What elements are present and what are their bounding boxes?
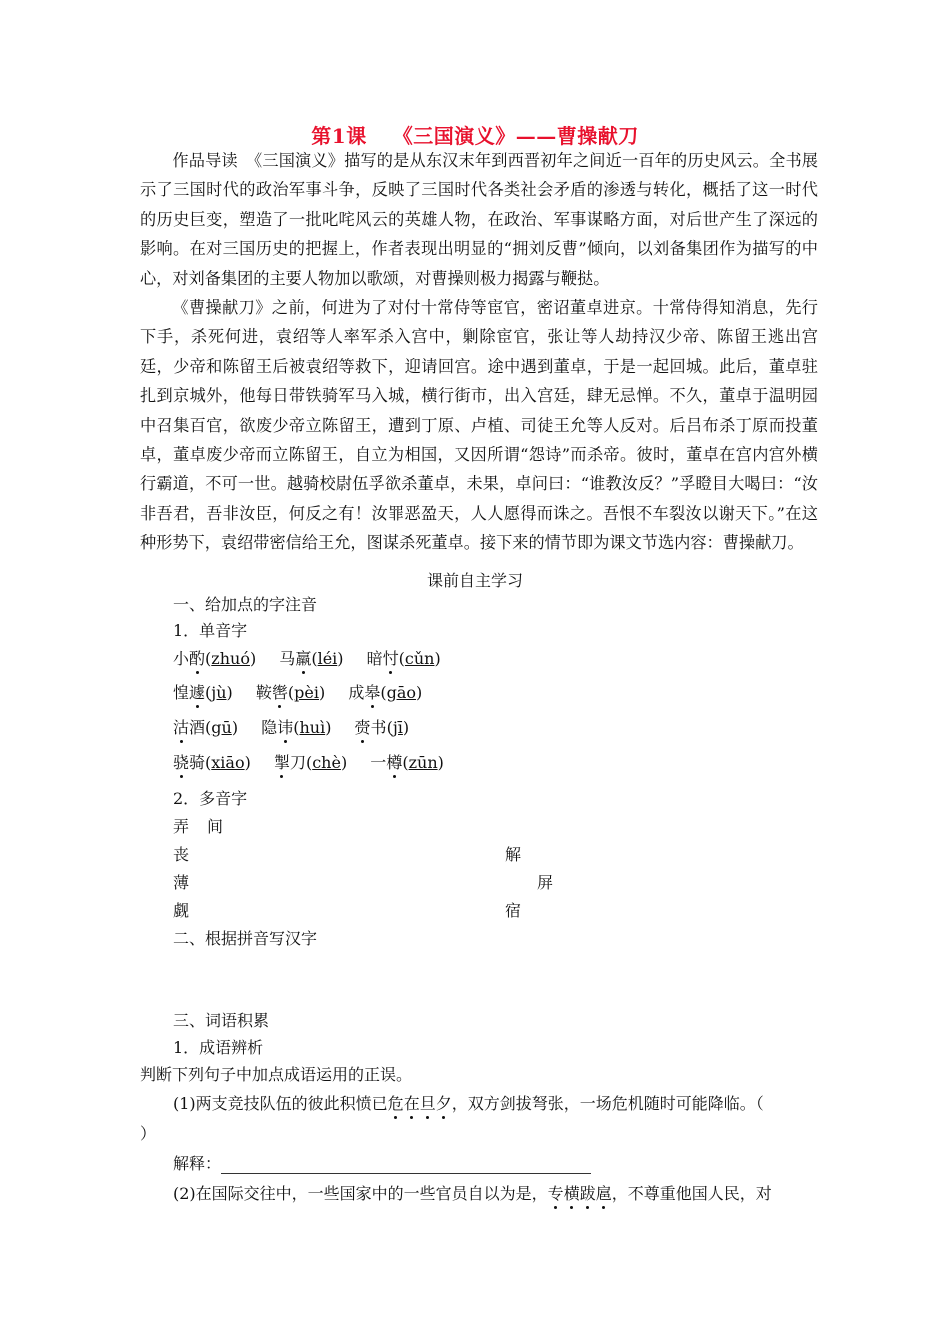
dotted-char: 旦 <box>420 1091 436 1114</box>
pinyin-item: 隐讳(huì) <box>261 715 331 738</box>
lesson-work-title: 《三国演义》——曹操献刀 <box>392 124 639 148</box>
dotted-char: 夕 <box>436 1091 452 1114</box>
part1-heading: 一、给加点的字注音 <box>173 595 318 614</box>
pinyin-item: 惶遽(jù) <box>173 680 233 703</box>
poly-char-qu: 觑 <box>173 901 190 920</box>
part3-heading: 三、词语积累 <box>173 1011 270 1030</box>
explanation-line: 解释： <box>173 1151 591 1174</box>
dotted-char: 扈 <box>596 1181 612 1204</box>
part3-sub1: 1．成语辨析 <box>173 1038 264 1057</box>
pinyin-row-3 <box>173 715 409 738</box>
dotted-char: 横 <box>564 1181 580 1204</box>
part1-sub1: 1．单音字 <box>173 621 248 640</box>
pinyin-item: 骁骑(xiāo) <box>173 750 251 773</box>
section-title: 课前自主学习 <box>426 571 523 590</box>
dotted-char: 危 <box>388 1091 404 1114</box>
poly-char-su: 宿 <box>505 901 522 920</box>
poly-char-bao: 薄 <box>173 873 190 892</box>
page-title <box>0 120 950 149</box>
part1-sub2: 2．多音字 <box>173 789 248 808</box>
part2-heading: 二、根据拼音写汉字 <box>173 929 318 948</box>
pinyin-row-1 <box>173 646 441 669</box>
poly-char-nong: 弄 <box>173 817 190 836</box>
pinyin-row-2 <box>173 680 422 703</box>
pinyin-item: 沽酒(gū) <box>173 715 238 738</box>
pinyin-item: 马羸(léi) <box>279 646 343 669</box>
poly-char-jian: 间 <box>207 817 224 836</box>
question-1-close: ） <box>140 1124 157 1143</box>
intro-section <box>140 146 818 558</box>
question-1: (1)两支竞技队伍的彼此积愤已危在旦夕，双方剑拔弩张，一场危机随时可能降临。（ <box>173 1091 764 1114</box>
poly-char-sang: 丧 <box>173 845 190 864</box>
pinyin-row-4 <box>173 750 444 773</box>
dotted-char: 在 <box>404 1091 420 1114</box>
pinyin-item: 赍书(jī) <box>355 715 410 738</box>
intro-paragraph-1: 作品导读 《三国演义》描写的是从东汉末年到西晋初年之间近一百年的历史风云。全书展示了三国时代的政治军事斗争，反映了三国时代各类社会矛盾的渗透与转化，概括了这一时代的历史巨变，塑造了一批叱咤风云的英雄人物，在政治、军事谋略方面，对后世产生了深远的影响。在对三国历史的把握上，作者表现出明显的“拥刘反曹”倾向，以刘备集团作为描写的中心，对刘备集团的主要人物加以歌颂，对曹操则极力揭露与鞭挞。 <box>140 151 818 288</box>
pinyin-item: 小酌(zhuó) <box>173 646 256 669</box>
answer-blank[interactable] <box>221 1157 591 1174</box>
pinyin-item: 掣刀(chè) <box>274 750 347 773</box>
pinyin-item: 鞍辔(pèi) <box>256 680 325 703</box>
lesson-number: 第1课 <box>311 124 367 148</box>
dotted-char: 专 <box>548 1181 564 1204</box>
question-1-idiom <box>388 1094 452 1113</box>
question-2: (2)在国际交往中，一些国家中的一些官员自以为是，专横跋扈，不尊重他国人民，对 <box>173 1181 772 1204</box>
poly-char-ping: 屏 <box>537 873 554 892</box>
poly-char-jie: 解 <box>505 845 522 864</box>
pinyin-item: 一樽(zūn) <box>370 750 444 773</box>
intro-paragraph-2: 《曹操献刀》之前，何进为了对付十常侍等宦官，密诏董卓进京。十常侍得知消息，先行下手，杀死何进，袁绍等人率军杀入宫中，剿除宦官，张让等人劫持汉少帝、陈留王逃出宫廷，少帝和陈留王后被袁绍等救下，迎请回宫。途中遇到董卓，于是一起回城。此后，董卓驻扎到京城外，他每日带铁骑军马入城，横行街市，出入宫廷，肆无忌惮。不久，董卓于温明园中召集百官，欲废少帝立陈留王，遭到丁原、卢植、司徒王允等人反对。后吕布杀丁原而投董卓，董卓废少帝而立陈留王，自立为相国，又因所谓“怨诗”而杀帝。彼时，董卓在宫内宫外横行霸道，不可一世。越骑校尉伍孚欲杀董卓，未果，卓问曰：“谁教汝反？”孚瞪目大喝曰：“汝非吾君，吾非汝臣，何反之有！汝罪恶盈天，人人愿得而诛之。吾恨不车裂汝以谢天下。”在这种形势下，袁绍带密信给王允，图谋杀死董卓。接下来的情节即为课文节选内容：曹操献刀。 <box>140 298 818 553</box>
dotted-char: 跋 <box>580 1181 596 1204</box>
pinyin-item: 暗忖(cǔn) <box>367 646 441 669</box>
pinyin-item: 成皋(gāo) <box>348 680 422 703</box>
question-2-idiom <box>548 1184 612 1203</box>
part3-instruction: 判断下列句子中加点成语运用的正误。 <box>140 1065 413 1084</box>
